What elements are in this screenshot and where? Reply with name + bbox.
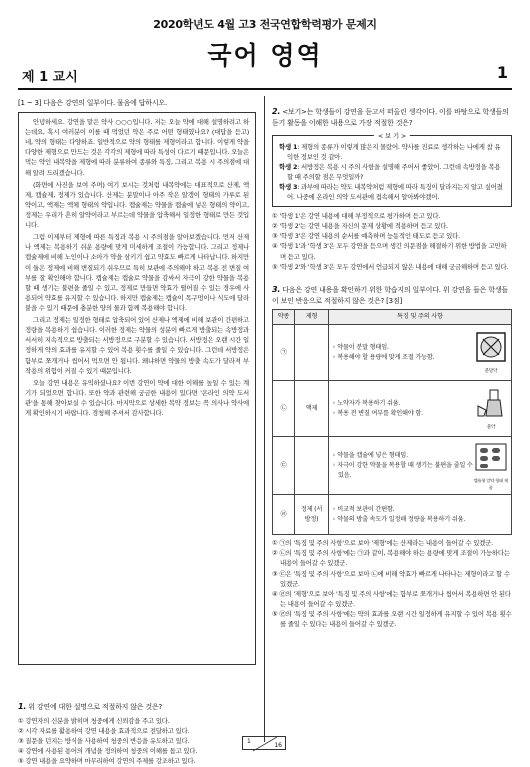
row-form: 정제 (서방정) (295, 495, 329, 535)
page-number: 1 (496, 63, 508, 82)
dosage-form-table (272, 309, 512, 535)
option-2[interactable]: ② 시각 자료를 활용하여 강연 내용을 효과적으로 전달하고 있다. (18, 727, 190, 736)
option-4[interactable]: ④ '학생 1'과 '학생 3'은 모두 강연을 듣으며 생긴 의문점을 해결하기 위한 방법을 고민하며 듣고 있다. (272, 242, 507, 261)
subject-title: 국어 영역 (207, 41, 323, 70)
question-2-text: <보기>는 학생들이 강연을 듣고서 떠올린 생각이다. 이를 바탕으로 학생들의 듣기 활동을 이해한 내용으로 가장 적절한 것은? (272, 108, 509, 127)
current-page: 1 (247, 738, 251, 745)
row-features (329, 495, 512, 535)
row-form (295, 325, 329, 381)
header-rule (18, 88, 512, 90)
feature-line: ◦ 약물이 분말 형태임. (332, 343, 389, 351)
option-3[interactable]: ③ 질문을 던지는 방식을 사용하여 청중의 반응을 유도하고 있다. (18, 737, 190, 746)
header-features: 특징 및 주의 사항 (329, 310, 512, 325)
exam-title: 2020학년도 4월 고3 전국연합학력평가 문제지 (153, 18, 377, 31)
bogi-student: 학생 1 (279, 142, 298, 151)
bogi-item (279, 142, 505, 162)
passage-paragraph: 오늘 강연 내용은 유익하셨나요? 이번 강연이 약에 대한 이해를 높일 수 있는 계기가 되었으면 합니다. 또한 약과 관련해 궁금한 내용이 있다면 '온라인 의약 도서관'을 통해 찾아보실 수 있습니다. 마지막으로 상세한 복약 정보는 꼭 의사나 약사에게 확인하시기 바랍니다. 경청해 주셔서 감사합니다. (25, 378, 249, 418)
feature-line: ◦ 자극이 강한 약물을 복용할 때 생기는 불편을 줄일 수 있음. (332, 461, 473, 479)
capsule-medicine-icon (474, 440, 508, 474)
page-indicator (242, 736, 286, 750)
question-3 (272, 284, 512, 629)
option-2[interactable]: ② '학생 2'는 강연 내용을 자신의 문제 상황에 적용하며 듣고 있다. (272, 222, 449, 231)
passage-paragraph: 그리고 정제는 일정한 형태로 압축되어 있어 산제나 액제에 비해 보관이 간편하고 정량을 복용하기 쉽습니다. 이러한 정제는 약물의 성분이 빠르게 방출되는 속방정과 서서히 지속적으로 방출되는 서방정으로 구분할 수 있습니다. 서방정은 오랜 시간 일정하게 약의 효과를 유지할 수 있어 복용 횟수를 줄일 수 있습니다. 그런데 서방정은 함부로 쪼개거나 씹어서 먹으면 안 됩니다. 왜냐하면 약물의 방출 속도가 달라져 부작용의 위험이 커질 수 있기 때문입니다. (25, 316, 249, 375)
row-type: ㉣ (273, 495, 295, 535)
option-1[interactable]: ① ㉠의 '특징 및 주의 사항'으로 보아 '제형'에는 산제라는 내용이 들어갈 수 있겠군. (272, 539, 493, 548)
question-2-options (272, 211, 512, 272)
bogi-text: : 과부에 따라는 약도 내복약처럼 제형에 따라 특징이 달라지는지 알고 싶어졌어. 나중에 온라인 의약 도서관에 접속해서 알아봐야겠어. (287, 182, 503, 202)
bogi-item (279, 162, 505, 182)
bogi-item (279, 182, 505, 202)
question-3-stem (272, 284, 512, 307)
passage-heading: [1 ~ 3] 다음은 강연의 일부이다. 물음에 답하시오. (18, 99, 168, 107)
row-type: ㉡ (273, 381, 295, 437)
feature-line: ◦ 노약자가 복용하기 쉬움. (332, 399, 401, 407)
picture-caption: 물약 (486, 424, 496, 430)
header-type: 약종 (273, 310, 295, 325)
column-divider (264, 96, 265, 742)
table-row (273, 381, 512, 437)
option-5[interactable]: ⑤ 강연 내용을 요약하며 마무리하여 강연의 주제를 강조하고 있다. (18, 757, 196, 766)
bogi-label: < 보 기 > (374, 131, 410, 141)
passage-paragraph: (화면에 사진을 보여 주며) 여기 보시는 것처럼 내복약에는 대표적으로 산제, 액제, 캡슐제, 정제가 있습니다. 산제는 분말이나 아주 작은 알갱이 형태의 가루로 된 약이고, 액제는 액체 형태의 약입니다. 캡슐제는 약물을 캡슐에 넣은 형태의 약이고, 정제는 우리가 흔히 알약이라고 부르는데 약물을 압축해서 일정한 형태로 만든 것입니다. (25, 180, 249, 230)
table-row (273, 495, 512, 535)
row-type: ㉢ (273, 437, 295, 495)
powder-medicine-icon (474, 330, 508, 364)
period-label: 제 1 교시 (22, 70, 78, 85)
question-2 (272, 106, 512, 272)
row-type: ㉠ (273, 325, 295, 381)
feature-line: ◦ 비교적 보관이 간편함. (332, 505, 395, 513)
total-pages: 16 (274, 742, 282, 749)
feature-line: ◦ 약물의 방출 속도가 일정해 정량을 복용하기 쉬움. (332, 515, 466, 523)
option-4[interactable]: ④ ㉣의 '제형'으로 보아 '특징 및 주의 사항'에는 함부로 쪼개거나 씹어서 복용하면 안 된다는 내용이 들어갈 수 있겠군. (272, 589, 511, 608)
question-1-options (18, 716, 256, 767)
feature-line: ◦ 복용해야 할 용량에 맞게 조절 가능함. (332, 353, 435, 361)
question-3-number: 3. (272, 284, 281, 294)
question-1 (18, 701, 256, 767)
row-features (329, 437, 512, 495)
question-1-text: 위 강연에 대한 설명으로 적절하지 않은 것은? (28, 703, 163, 712)
option-3[interactable]: ③ ㉢은 '특징 및 주의 사항'으로 보아 ㉡에 비해 약효가 빠르게 나타나는 제형이라고 할 수 있겠군. (272, 569, 510, 588)
option-2[interactable]: ② ㉡의 '특징 및 주의 사항'에는 ㉠과 같이, 복용해야 하는 용량에 맞게 조절이 가능하다는 내용이 들어갈 수 있겠군. (272, 549, 510, 568)
bogi-student: 학생 3 (279, 182, 298, 191)
option-5[interactable]: ⑤ ㉣의 '특징 및 주의 사항'에는 약의 효과를 오랜 시간 일정하게 유지할 수 있어 복용 횟수를 줄일 수 있다는 내용이 들어갈 수 있겠군. (272, 609, 512, 629)
header-form: 제형 (295, 310, 329, 325)
passage-paragraph: 안녕하세요. 강연을 맡은 약사 ○○○입니다. 저는 오늘 약에 대해 설명하려고 하는데요, 혹시 여러분이 이를 때 먹었던 약은 주로 어떤 형태였나요? (대답을 듣고) 네, 약의 형태는 다양하죠. 일반적으로 약의 형태를 제형이라고 합니다. 이렇게 약을 다양한 제형으로 만드는 것은 각각의 제형에 따라 특성이 다르기 때문입니다. 오늘은 먹는 약인 내복약을 제형에 따라 분류하여 종류와 특징, 그리고 복용 시 주의점에 대해 알려 드리겠습니다. (25, 118, 249, 177)
question-3-options (272, 538, 512, 629)
table-row (273, 325, 512, 381)
bogi-student: 학생 2 (279, 162, 298, 171)
option-1[interactable]: ① 강연자의 신분을 밝히며 청중에게 신뢰감을 주고 있다. (18, 717, 170, 726)
question-2-number: 2. (272, 107, 281, 116)
feature-line: ◦ 복용 전 변질 여부를 확인해야 함. (332, 409, 423, 417)
row-features (329, 325, 512, 381)
liquid-medicine-icon (474, 386, 508, 420)
question-3-text: 다음은 강연 내용을 확인하기 위한 학습지의 일부이다. 위 강연을 들은 학생들이 보인 반응으로 적절하지 않은 것은? [3점] (272, 285, 508, 305)
feature-line: ◦ 약물을 캡슐에 넣은 형태임. (332, 451, 408, 459)
row-form (295, 437, 329, 495)
left-column (18, 98, 256, 767)
picture-caption: 캡슐형 알약 형태 제품 (473, 477, 508, 490)
bogi-text: : 서방정은 복용 시 주의 사항을 설명해 주어서 좋았어. 그런데 속방정을 복용할 때 주의할 점은 무엇일까? (287, 162, 501, 181)
question-1-stem (18, 701, 256, 713)
table-row (273, 437, 512, 495)
row-features (329, 381, 512, 437)
passage-box (18, 112, 256, 665)
option-5[interactable]: ⑤ '학생 2'와 '학생 3'은 모두 강연에서 언급되지 않은 내용에 대해 궁금해하며 듣고 있다. (272, 262, 509, 271)
bogi-text: : 제형의 종류가 이렇게 많은지 몰랐어. 약사를 진료로 생각하는 나에게 참 유익한 정보인 것 같아. (287, 142, 501, 161)
option-4[interactable]: ④ 강연에 사용된 용어의 개념을 정의하여 청중의 이해를 돕고 있다. (18, 747, 198, 756)
question-2-stem (272, 106, 512, 129)
table-header-row (273, 310, 512, 325)
passage-paragraph: 그럼 이제부터 제형에 따른 특징과 복용 시 주의점을 알아보겠습니다. 먼저 산제나 액제는 복용하기 쉬운 용량에 맞게 미세하게 조절이 가능합니다. 그리고 정제나 캡슐제에 비해 노인이나 소아가 약을 삼키기 쉽고 약효도 빠르게 나타납니다. 하지만 이 둘은 정제에 비해 변질되기 쉬우므로 특히 보관에 주의해야 하고 복용 전 변질 여부를 잘 확인해야 합니다. 캡슐제는 캡슐로 약물을 감싸서 자극이 강한 약물을 복용할 때 생기는 불편을 줄일 수 있고, 정제로 만들면 약효가 떨어질 수 있는 경우에 사용되어 약효를 유지할 수 있습니다. 하지만 캡슐제는 캡슐이 목구멍이나 식도에 달라붙을 수 있기 때문에 충분한 양의 물과 함께 복용해야 합니다. (25, 233, 249, 313)
bogi-box (272, 131, 512, 208)
row-form: 액제 (295, 381, 329, 437)
option-1[interactable]: ① '학생 1'은 강연 내용에 대해 부정적으로 평가하며 듣고 있다. (272, 212, 441, 221)
option-3[interactable]: ③ '학생 3'은 강연 내용의 순서를 예측하며 능동적인 태도로 듣고 있다. (272, 232, 460, 241)
question-1-number: 1. (18, 702, 27, 712)
picture-caption: 분말약 (484, 368, 498, 374)
right-column (272, 98, 512, 629)
